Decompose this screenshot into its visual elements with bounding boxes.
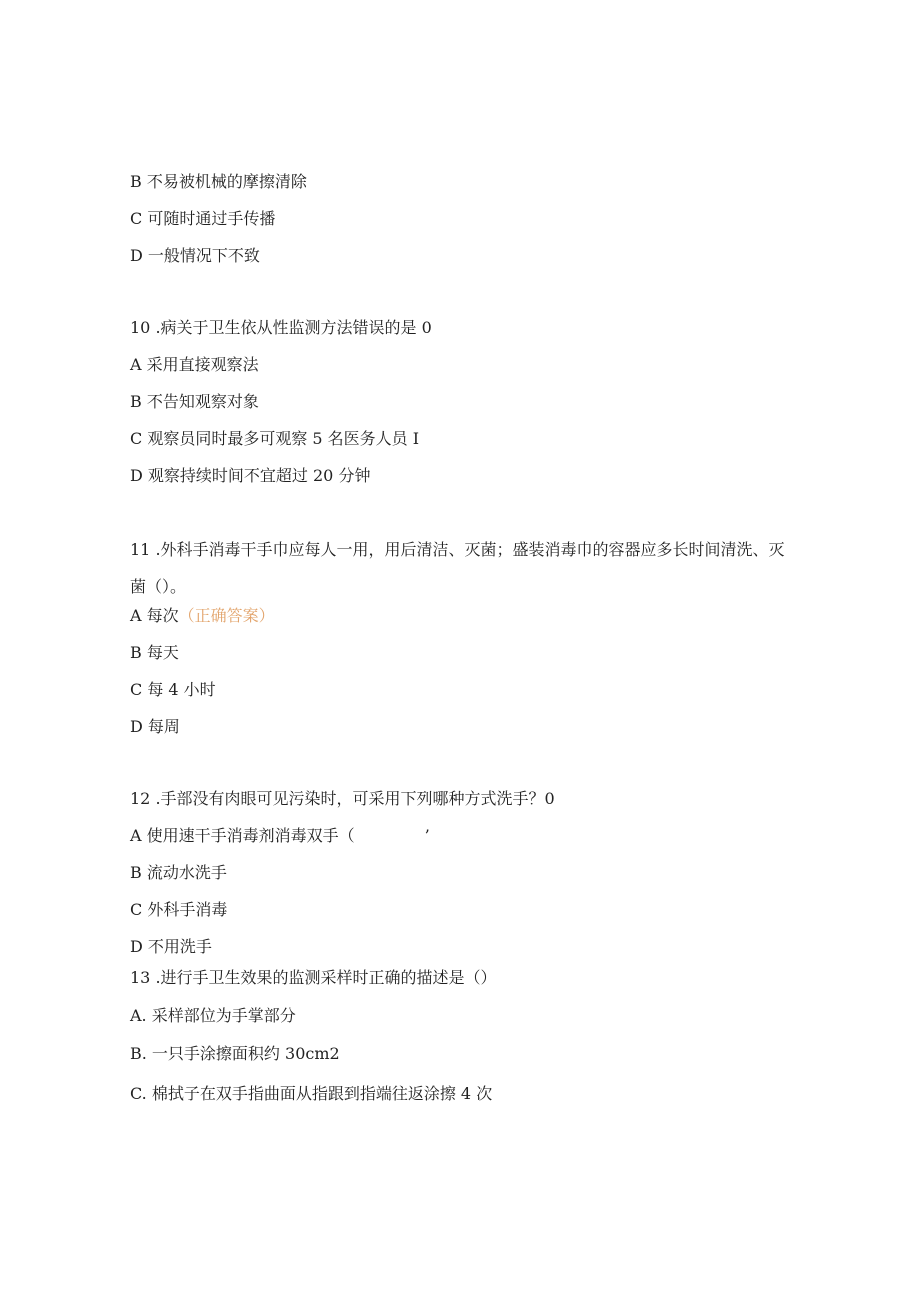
option-a-tail: ’ [424, 826, 430, 845]
option-a-text: A 每次 [130, 606, 179, 625]
question-11-option-c: C 每 4 小时 [130, 680, 216, 699]
question-13-option-a: A. 采样部位为手掌部分 [130, 1006, 296, 1025]
question-10-option-c: C 观察员同时最多可观察 5 名医务人员 I [130, 429, 420, 448]
question-13-option-c: C. 棉拭子在双手指曲面从指跟到指端往返涂擦 4 次 [130, 1084, 493, 1103]
question-12-option-c: C 外科手消毒 [130, 900, 228, 919]
question-10-option-a: A 采用直接观察法 [130, 355, 259, 374]
option-c-line: C 可随时通过手传播 [130, 209, 276, 228]
correct-answer-note: （正确答案） [178, 606, 275, 625]
question-11-option-b: B 每天 [130, 643, 179, 662]
option-d-line: D 一般情况下不致 [130, 246, 260, 265]
option-b-line: B 不易被机械的摩擦清除 [130, 172, 307, 191]
question-11-option-d: D 每周 [130, 717, 180, 736]
option-a-text: A 使用速干手消毒剂消毒双手（ [130, 826, 355, 845]
question-13-option-b: B. 一只手涂擦面积约 30cm2 [130, 1044, 340, 1063]
question-12-option-b: B 流动水洗手 [130, 863, 227, 882]
question-11: 11 .外科手消毒干手巾应每人一用，用后清洁、灭菌；盛装消毒巾的容器应多长时间清洗、灭菌（）。 [130, 540, 785, 596]
question-12-option-a [130, 826, 430, 846]
question-11-option-a [130, 606, 275, 626]
question-10-option-b: B 不告知观察对象 [130, 392, 259, 411]
question-10: 10 .病关于卫生依从性监测方法错误的是 0 [130, 318, 432, 337]
question-13: 13 .进行手卫生效果的监测采样时正确的描述是（） [130, 968, 497, 987]
question-12-option-d: D 不用洗手 [130, 937, 212, 956]
question-12: 12 .手部没有肉眼可见污染时，可采用下列哪种方式洗手？0 [130, 789, 555, 808]
question-10-option-d: D 观察持续时间不宜超过 20 分钟 [130, 466, 371, 485]
